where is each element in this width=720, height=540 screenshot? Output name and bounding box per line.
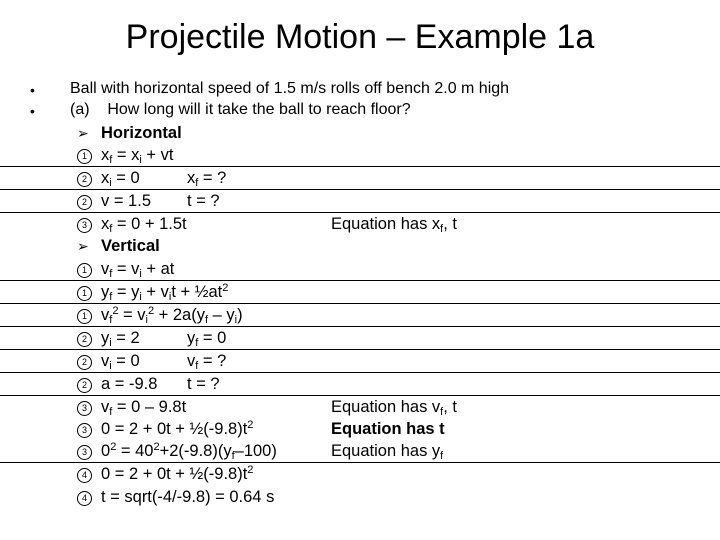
equation-text: $x_f = 0 + 1.5t$ bbox=[101, 215, 187, 235]
divider bbox=[0, 212, 720, 213]
equation-text: t = sqrt(-4/-9.8) = 0.64 s bbox=[101, 488, 275, 506]
equation-row bbox=[0, 282, 720, 305]
divider bbox=[0, 349, 720, 350]
circled-three-icon: 3 bbox=[77, 423, 92, 438]
bullet-text: (a) How long will it take the ball to reach floor? bbox=[70, 101, 411, 118]
equation-row bbox=[0, 168, 720, 191]
arrow-bullet-icon: ➢ bbox=[77, 238, 89, 254]
circled-two-icon: 2 bbox=[77, 332, 92, 347]
divider bbox=[0, 395, 720, 396]
circled-two-icon: 2 bbox=[77, 355, 92, 370]
equation-text-secondary: $y_f = 0$ bbox=[187, 329, 227, 349]
equation-text: $v_i = 0$ bbox=[101, 352, 140, 372]
circled-one-icon: 1 bbox=[77, 309, 92, 324]
equation-note: Equation has t bbox=[331, 420, 445, 438]
bullet-dot: • bbox=[30, 82, 35, 98]
section-label: Vertical bbox=[101, 237, 160, 255]
equation-row bbox=[0, 305, 720, 328]
circled-one-icon: 1 bbox=[77, 263, 92, 278]
equation-row bbox=[0, 397, 720, 420]
equation-text-secondary: $x_f$ = ? bbox=[187, 169, 227, 189]
equation-text: $y_i = 2$ bbox=[101, 329, 140, 349]
divider bbox=[0, 303, 720, 304]
equation-text: $v_f = v_i$ + at bbox=[101, 260, 175, 280]
equation-row bbox=[0, 487, 720, 510]
circled-four-icon: 4 bbox=[77, 491, 92, 506]
equation-note: Equation has $v_f$, t bbox=[331, 398, 457, 418]
equation-row bbox=[0, 214, 720, 237]
equation-row bbox=[0, 419, 720, 442]
divider bbox=[0, 372, 720, 373]
equation-row bbox=[0, 145, 720, 168]
equation-text: $0 = 2 + 0t + \frac{1}{2}(-9.8)t^2$ bbox=[101, 419, 254, 438]
section-label: Horizontal bbox=[101, 124, 182, 142]
equation-text: $0 = 2 + 0t + \frac{1}{2}(-9.8)t^2$ bbox=[101, 464, 254, 483]
row-vertical-header bbox=[0, 236, 720, 259]
equation-note: Equation has $y_f$ bbox=[331, 442, 444, 462]
arrow-bullet-icon: ➢ bbox=[77, 125, 89, 141]
circled-two-icon: 2 bbox=[77, 195, 92, 210]
equation-row bbox=[0, 328, 720, 351]
equation-text-secondary: $v_f$ = ? bbox=[187, 352, 227, 372]
equation-text-secondary: t = ? bbox=[187, 192, 220, 210]
divider bbox=[0, 166, 720, 167]
divider bbox=[0, 280, 720, 281]
equation-text: v = 1.5 bbox=[101, 192, 151, 210]
page-title: Projectile Motion – Example 1a bbox=[125, 18, 595, 56]
circled-two-icon: 2 bbox=[77, 378, 92, 393]
equation-row bbox=[0, 464, 720, 487]
bullet-text: Ball with horizontal speed of 1.5 m/s rolls off bench 2.0 m high bbox=[70, 80, 510, 97]
circled-two-icon: 2 bbox=[77, 172, 92, 187]
bullet-dot: • bbox=[30, 103, 35, 119]
divider bbox=[0, 462, 720, 463]
equation-row bbox=[0, 374, 720, 397]
equation-row bbox=[0, 191, 720, 214]
circled-three-icon: 3 bbox=[77, 401, 92, 416]
row-horizontal-header bbox=[0, 123, 720, 146]
equation-note: Equation has $x_f$, t bbox=[331, 215, 457, 235]
circled-three-icon: 3 bbox=[77, 218, 92, 233]
equation-text: $y_f = y_i + v_it$ + $\frac{1}{2}at^2$ bbox=[101, 282, 229, 303]
equation-text: $v_f = 0 - 9.8t$ bbox=[101, 398, 187, 418]
equation-row bbox=[0, 441, 720, 464]
circled-one-icon: 1 bbox=[77, 149, 92, 164]
divider bbox=[0, 326, 720, 327]
equation-text: $x_i = 0$ bbox=[101, 169, 140, 189]
equation-text: $0^2 = 40^2+2(-9.8)(y_f-100)$ bbox=[101, 441, 277, 462]
equation-row bbox=[0, 259, 720, 282]
equation-row bbox=[0, 351, 720, 374]
equation-text: a = -9.8 bbox=[101, 375, 158, 393]
circled-one-icon: 1 bbox=[77, 286, 92, 301]
circled-four-icon: 4 bbox=[77, 468, 92, 483]
circled-three-icon: 3 bbox=[77, 445, 92, 460]
equation-text: $x_f = x_i$ + vt bbox=[101, 146, 174, 166]
equation-text-secondary: t = ? bbox=[187, 375, 220, 393]
divider bbox=[0, 189, 720, 190]
equation-text: $v_f^2 = v_i^2 + 2a(y_f - y_i)$ bbox=[101, 305, 243, 326]
